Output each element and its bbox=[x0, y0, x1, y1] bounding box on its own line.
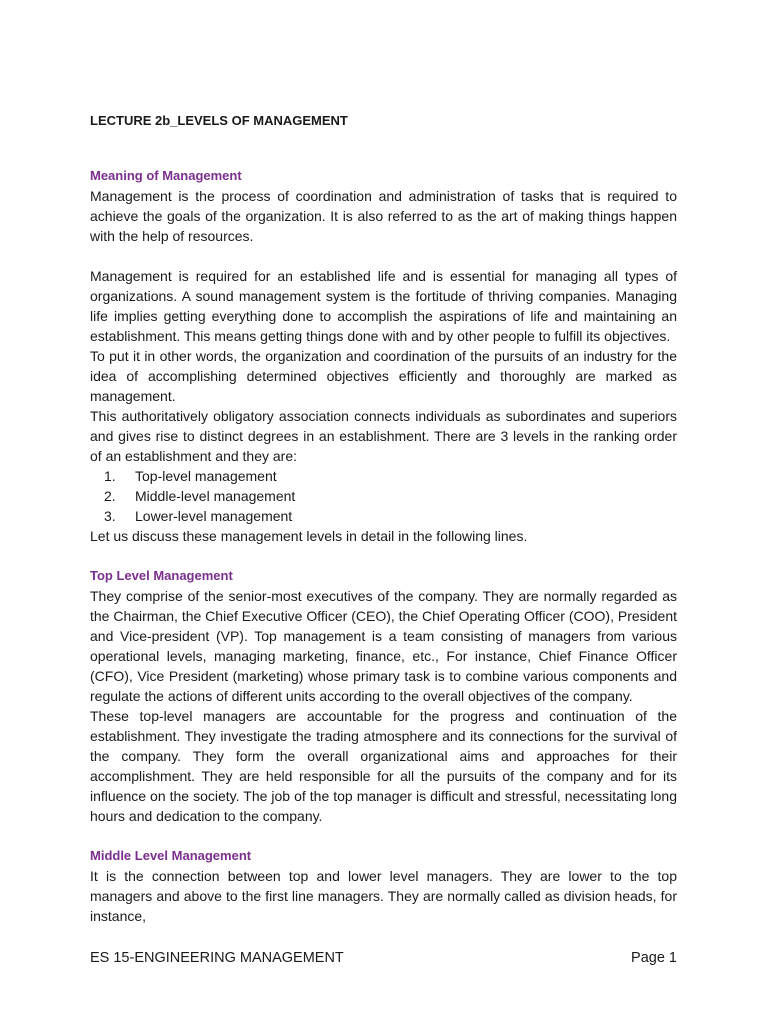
list-number: 3. bbox=[104, 508, 116, 524]
spacer bbox=[90, 246, 677, 266]
spacer bbox=[90, 546, 677, 566]
paragraph: To put it in other words, the organization and coordination of the pursuits of an industry for the idea of accomplishing determined objectives efficiently and thoroughly are marked as management. bbox=[90, 348, 677, 404]
paragraph: These top-level managers are accountable for the progress and continuation of the establishment. They investigate the trading atmosphere and its connections for the survival of the company. They form the overall organizational aims and approaches for their accomplishment. They are held responsible for all the pursuits of the company and for its influence on the society. The job of the top manager is difficult and stressful, necessitating long hours and dedication to the company. bbox=[90, 708, 677, 824]
paragraph: Management is the process of coordination and administration of tasks that is required to achieve the goals of the organization. It is also referred to as the art of making things happen with the help of resources. bbox=[90, 188, 677, 244]
list-item-label: Lower-level management bbox=[135, 508, 293, 524]
paragraph: This authoritatively obligatory association connects individuals as subordinates and superiors and gives rise to distinct degrees in an establishment. There are 3 levels in the ranking order of an establishment and they are: bbox=[90, 408, 677, 464]
paragraph: Let us discuss these management levels in detail in the following lines. bbox=[90, 528, 528, 544]
paragraph: Management is required for an established life and is essential for managing all types of organizations. A sound management system is the fortitude of thriving companies. Managing life implies getting everything done to accomplish the aspirations of life and maintaining an establishment. This means getting things done with and by other people to fulfill its objectives. bbox=[90, 268, 677, 344]
list-item bbox=[90, 486, 677, 506]
paragraph: It is the connection between top and lower level managers. They are lower to the top managers and above to the first line managers. They are normally called as division heads, for instance, bbox=[90, 868, 677, 924]
list-item bbox=[90, 466, 677, 486]
footer-page-number: Page 1 bbox=[631, 950, 677, 966]
list-number: 2. bbox=[104, 488, 116, 504]
footer-course: ES 15-ENGINEERING MANAGEMENT bbox=[90, 950, 344, 966]
levels-list bbox=[90, 466, 677, 526]
spacer bbox=[90, 826, 677, 846]
section-heading-middle: Middle Level Management bbox=[90, 848, 252, 863]
paragraph: They comprise of the senior-most executives of the company. They are normally regarded as the Chairman, the Chief Executive Officer (CEO), the Chief Operating Officer (COO), President and Vice-president (VP). Top management is a team consisting of managers from various operational levels, managing marketing, finance, etc., For instance, Chief Finance Officer (CFO), Vice President (marketing) whose primary task is to combine various components and regulate the actions of different units according to the overall objectives of the company. bbox=[90, 588, 677, 704]
page-footer bbox=[90, 948, 677, 968]
document-title: LECTURE 2b_LEVELS OF MANAGEMENT bbox=[90, 113, 348, 128]
list-item-label: Middle-level management bbox=[135, 488, 296, 504]
list-number: 1. bbox=[104, 468, 116, 484]
list-item bbox=[90, 506, 677, 526]
page-content bbox=[90, 111, 677, 926]
section-heading-top: Top Level Management bbox=[90, 568, 233, 583]
list-item-label: Top-level management bbox=[135, 468, 277, 484]
section-heading-meaning: Meaning of Management bbox=[90, 168, 242, 183]
